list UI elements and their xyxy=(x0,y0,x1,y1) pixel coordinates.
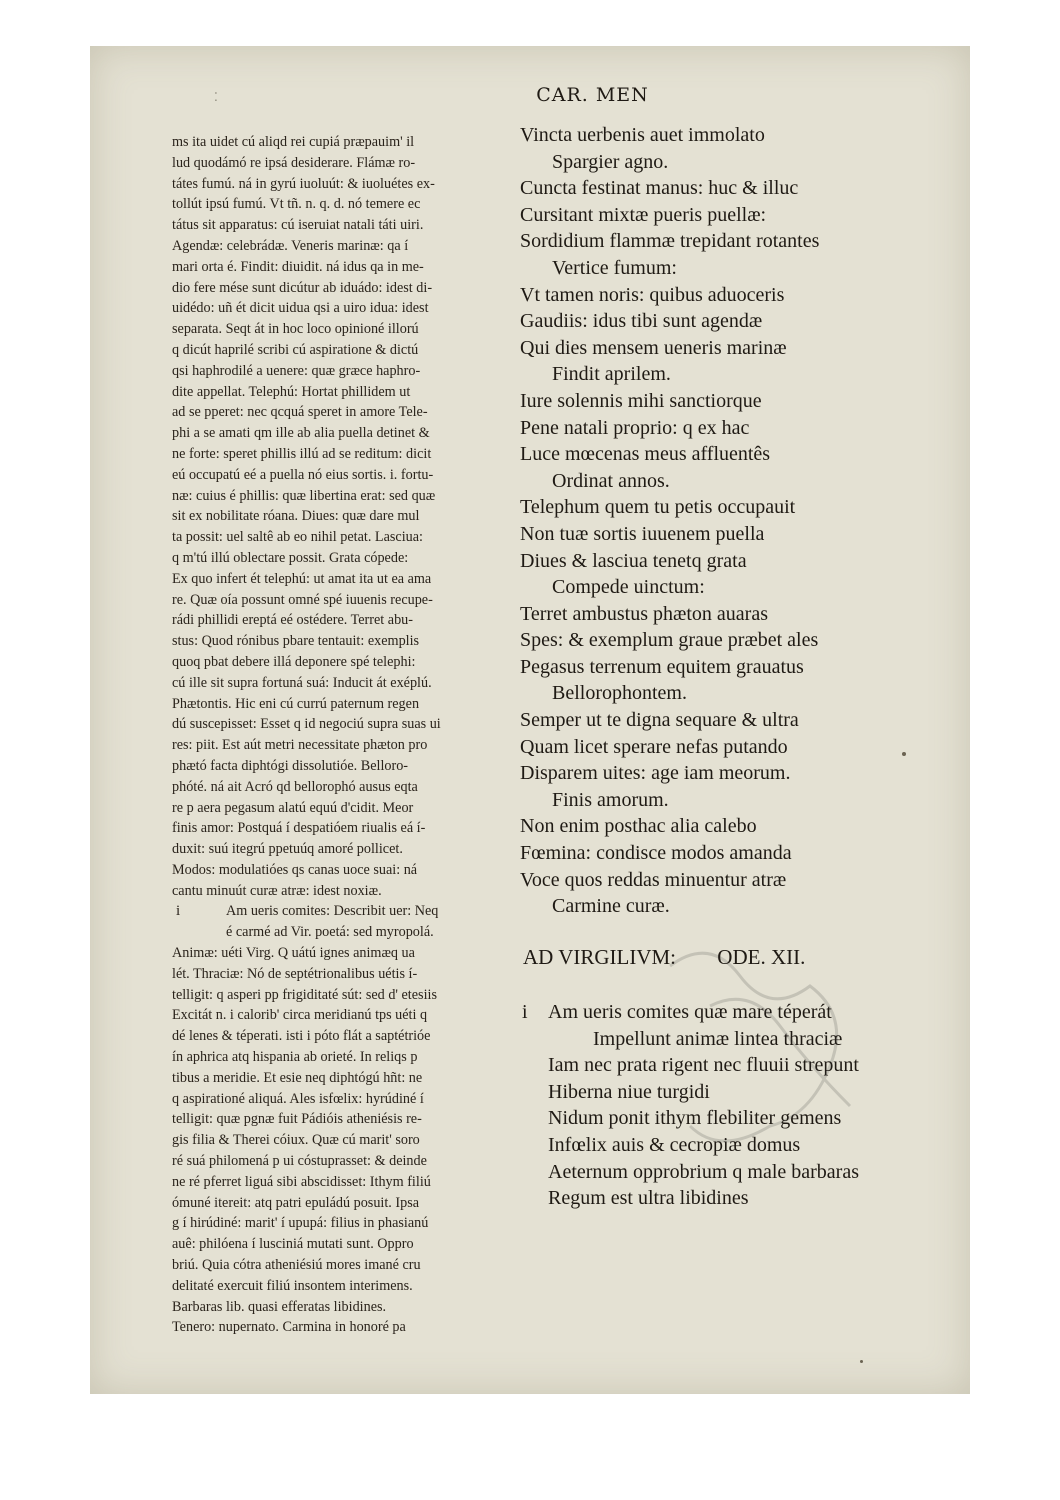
commentary-line: é carmé ad Vir. poetá: sed myropolá. xyxy=(226,924,434,941)
ode-line: Nidum ponit ithym flebiliter gemens xyxy=(548,1107,842,1130)
commentary-line: q aspirationé aliquá. Ales isfœlix: hyrúdiné í xyxy=(172,1090,424,1107)
commentary-line: Ex quo infert ét telephú: ut amat ita ut ea ama xyxy=(172,570,432,587)
commentary-line: tátus sit apparatus: cú iseruiat natali táti uiri. xyxy=(172,217,424,234)
ode-line: Aeternum opprobrium q male barbaras xyxy=(548,1160,860,1183)
commentary-line: ín aphrica atq hispania ab orieté. In reliqs p xyxy=(172,1049,418,1066)
commentary-line: ré suá philomená p ui cóstuprasset: & deinde xyxy=(172,1153,427,1170)
commentary-line: ta possit: uel saltê ab eo nihil petat. Lasciua: xyxy=(172,529,423,546)
poem-line: Semper ut te digna sequare & ultra xyxy=(520,709,799,732)
commentary-initial: i xyxy=(176,903,181,920)
commentary-line: gis filia & Therei cóiux. Quæ cú marit' soro xyxy=(172,1132,420,1149)
commentary-line: Phætontis. Hic eni cú currú paternum regen xyxy=(172,695,420,712)
commentary-block-2 xyxy=(172,943,520,1338)
poem-line: Quam licet sperare nefas putando xyxy=(520,735,788,758)
commentary-line: ne forte: speret phillis illú ad se reditum: dicit xyxy=(172,445,432,462)
poem-line: Fœmina: condisce modos amanda xyxy=(520,842,792,865)
ode-title: AD VIRGILIVM: xyxy=(523,945,677,969)
commentary-line: briú. Quia cótra atheniésiú mores imané cru xyxy=(172,1257,421,1274)
commentary-line: tibus a meridie. Et esie neq diphtógú hñt: ne xyxy=(172,1069,423,1086)
commentary-line: stus: Quod rónibus pbare tentauit: exemplis xyxy=(172,633,420,650)
commentary-line: sit ex nobilitate róana. Diues: quæ dare mul xyxy=(172,508,420,525)
poem-line: Disparem uites: age iam meorum. xyxy=(520,762,791,785)
poem-column xyxy=(520,122,950,920)
poem-line: Gaudiis: idus tibi sunt agendæ xyxy=(520,310,763,333)
commentary-line: quoq pbat debere illá deponere spé telephi: xyxy=(172,653,416,670)
poem-line: Vincta uerbenis auet immolato xyxy=(520,124,765,146)
commentary-line: ómuné itereit: atq patri epuládú posuit. Ipsa xyxy=(172,1194,420,1211)
poem-line: Carmine curæ. xyxy=(552,895,670,918)
commentary-line: dio fere mése sunt dicútur ab iduádo: idest di- xyxy=(172,279,433,296)
commentary-line: uidédo: uñ ét dicit uidua qsi a uiro idua: idest xyxy=(172,300,429,317)
poem-line: Cursitant mixtæ pueris puellæ: xyxy=(520,203,767,226)
ode-line: Iam nec prata rigent nec fluuii strepunt xyxy=(548,1054,859,1077)
poem-line: Bellorophontem. xyxy=(552,682,687,705)
poem-line: Luce mœcenas meus affluentês xyxy=(520,443,771,466)
ode-line: Am ueris comites quæ mare téperát xyxy=(548,1001,832,1023)
poem-line: Vertice fumum: xyxy=(552,256,677,279)
commentary-line: re p aera pegasum alatú equú d'cidit. Meor xyxy=(172,799,414,816)
folio-mark: ⁚ xyxy=(214,90,218,104)
commentary-line: auê: philóena í lusciniá mutati sunt. Oppro xyxy=(172,1236,414,1253)
commentary-line: q m'tú illú oblectare possit. Grata cópede: xyxy=(172,549,409,566)
commentary-line: delitaté exercuit filiú insontem interimens. xyxy=(172,1277,413,1294)
poem-line: Pegasus terrenum equitem grauatus xyxy=(520,655,804,678)
commentary-line: tátes fumú. ná in gyrú iuoluút: & iuoluétes ex- xyxy=(172,175,435,192)
commentary-line: eú occupatú eé a puella nó eius sortis. i. fortu- xyxy=(172,466,434,483)
poem-line: Spargier agno. xyxy=(552,150,669,173)
poem-line: Non enim posthac alia calebo xyxy=(520,815,757,838)
commentary-line: telligit: q asperi pp frigiditaté sút: sed d' etesiis xyxy=(172,986,437,1003)
commentary-line: phi a se amati qm ille ab alia puella detinet & xyxy=(172,425,430,442)
running-title: CAR. MEN xyxy=(536,84,649,106)
commentary-line: Modos: modulatióes qs canas uoce suai: ná xyxy=(172,861,418,878)
poem-line: Compede uinctum: xyxy=(552,576,705,599)
commentary-line: næ: cuius é phillis: quæ libertina erat: sed quæ xyxy=(172,487,436,504)
poem-line: Iure solennis mihi sanctiorque xyxy=(520,389,762,412)
commentary-line: dú suscepisset: Esset q id negociú supra suas ui xyxy=(172,716,441,733)
poem-line: Non tuæ sortis iuuenem puella xyxy=(520,522,765,545)
poem-line: Voce quos reddas minuentur atræ xyxy=(520,868,787,891)
ode-line: Regum est ultra libidines xyxy=(548,1187,749,1210)
commentary-line: dite appellat. Telephú: Hortat phillidem ut xyxy=(172,383,411,400)
commentary-i-line xyxy=(172,901,520,943)
poem-line: Terret ambustus phæton auaras xyxy=(520,602,768,625)
ode-initial: i xyxy=(522,1001,528,1023)
commentary-line: Animæ: uéti Virg. Q uátú ignes animæq ua xyxy=(172,945,415,962)
commentary-line: dé lenes & téperati. isti i póto flát a saptétrióe xyxy=(172,1028,431,1045)
commentary-line: ms ita uidet cú aliqd rei cupiá præpauim' il xyxy=(172,134,415,150)
poem-line: Vt tamen noris: quibus aduoceris xyxy=(520,283,785,306)
poem-line: Diues & lasciua tenetq grata xyxy=(520,549,747,572)
ink-spot xyxy=(860,1360,863,1363)
commentary-block-1 xyxy=(172,132,520,901)
commentary-line: finis amor: Postquá í despatióem riualis eá í- xyxy=(172,820,426,837)
ode-line: Infœlix auis & cecropiæ domus xyxy=(548,1133,801,1156)
ode-number: ODE. XII. xyxy=(717,945,806,969)
poem-line: Sordidium flammæ trepidant rotantes xyxy=(520,230,820,253)
commentary-line: cú ille sit supra fortuná suá: Inducit át exéplú. xyxy=(172,674,432,691)
commentary-line: Tenero: nupernato. Carmina in honoré pa xyxy=(172,1319,406,1336)
poem-line: Spes: & exemplum graue præbet ales xyxy=(520,629,819,652)
commentary-line: cantu minuút curæ atræ: idest noxiæ. xyxy=(172,882,382,899)
commentary-line: ne ré pferret liguá sibi abscidisset: Ithym filiú xyxy=(172,1173,431,1190)
commentary-line: mari orta é. Findit: diuidit. ná idus qa in me- xyxy=(172,258,424,275)
poem-line: Qui dies mensem ueneris marinæ xyxy=(520,336,787,359)
commentary-line: duxit: suú itegrú ppetuúq amoré pollicet. xyxy=(172,841,403,858)
commentary-line: Excitát n. i calorib' circa meridianú tps uéti q xyxy=(172,1007,428,1024)
poem-line: Telephum quem tu petis occupauit xyxy=(520,496,796,519)
commentary-line: separata. Seqt át in hoc loco opinioné illorú xyxy=(172,321,419,338)
commentary-line: Am ueris comites: Describit uer: Neq xyxy=(226,903,439,920)
commentary-line: Barbaras lib. quasi efferatas libidines. xyxy=(172,1298,387,1315)
commentary-line: lud quodámó re ipsá desiderare. Flámæ ro- xyxy=(172,154,416,171)
commentary-line: g í hirúdiné: marit' í upupá: filius in phasianú xyxy=(172,1215,429,1232)
commentary-line: ad se pperet: nec qcquá speret in amore Tele- xyxy=(172,404,428,421)
commentary-line: qsi haphrodilé a uenere: quæ græce haphro- xyxy=(172,362,421,379)
manuscript-page xyxy=(90,46,970,1394)
stamp-watermark xyxy=(650,926,890,1186)
poem-line: Cuncta festinat manus: huc & illuc xyxy=(520,177,799,200)
commentary-line: re. Quæ oía possunt omné spé iuuenis recupe- xyxy=(172,591,433,608)
commentary-line: res: piit. Est aút metri necessitate phæton pro xyxy=(172,737,428,754)
ode-line: Hiberna niue turgidi xyxy=(548,1080,710,1103)
commentary-line: rádi phillidi ereptá eé ostédere. Terret abu- xyxy=(172,612,413,629)
poem-line: Findit aprilem. xyxy=(552,363,671,386)
commentary-line: telligit: quæ pgnæ fuit Pádióis atheniésis re- xyxy=(172,1111,422,1128)
commentary-line: Agendæ: celebrádæ. Veneris marinæ: qa í xyxy=(172,237,409,254)
poem-line: Finis amorum. xyxy=(552,788,669,811)
commentary-line: phætó facta diphtógi dissolutióe. Belloro- xyxy=(172,757,409,774)
commentary-line: tollút ipsú fumú. Vt tñ. n. q. d. nó temere ec xyxy=(172,196,421,213)
poem-line: Pene natali proprio: q ex hac xyxy=(520,416,750,439)
poem-line: Ordinat annos. xyxy=(552,469,670,492)
ink-spot xyxy=(902,752,906,756)
commentary-line: lét. Thraciæ: Nó de septétrionalibus uétis í- xyxy=(172,965,418,982)
commentary-column xyxy=(172,132,520,1338)
commentary-line: q dicút haprilé scribi cú aspiratione & dictú xyxy=(172,341,419,358)
commentary-line: phóté. ná ait Acró qd bellorophó ausus eqta xyxy=(172,778,418,795)
ode-line: Impellunt animæ lintea thraciæ xyxy=(593,1027,843,1050)
